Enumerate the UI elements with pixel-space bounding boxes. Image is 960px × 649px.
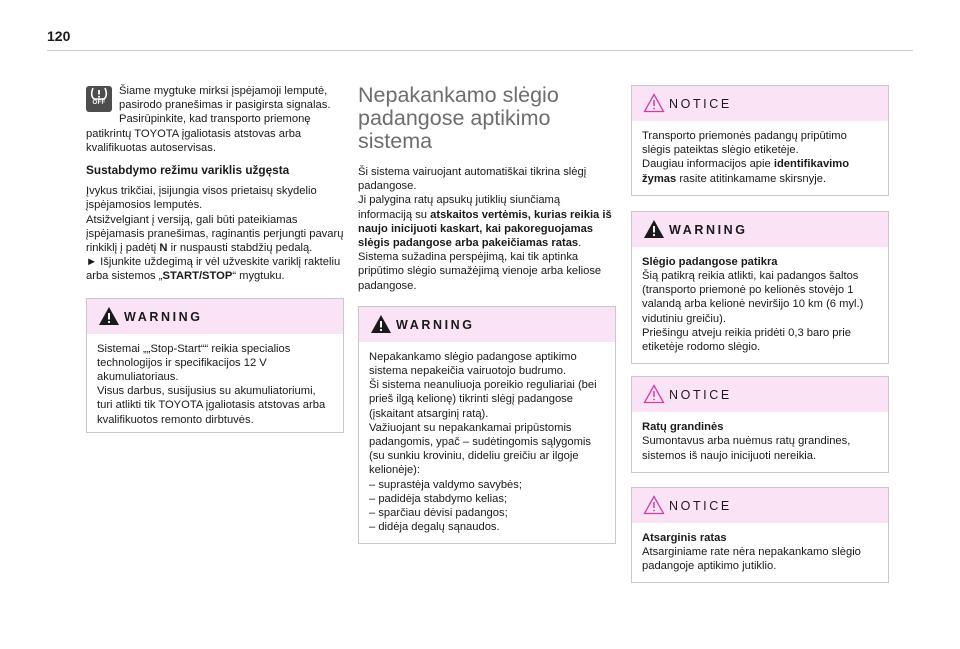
warning-heading: Slėgio padangose patikra	[642, 255, 778, 268]
warning-triangle-icon	[370, 314, 392, 334]
warning-body: Sistemai „„Stop-Start““ reikia specialios technologijos ir specifikacijos 12 V akumuliatoriaus.	[97, 342, 291, 384]
notice-box-pressure-label	[631, 85, 889, 196]
warning-body-2: Visus darbus, susijusius su akumuliatoriumi, turi atlikti tik TOYOTA įgaliotasis atstovas arba kvalifikuotos remonto dirbtuvės.	[97, 385, 326, 426]
warning-list-item: – padidėja stabdymo kelias;	[369, 492, 508, 505]
warning-box-stop-start	[86, 298, 344, 433]
stop-section-para-2: Atsižvelgiant į versiją, gali būti pateikiamas įspėjamasis pranešimas, raginantis perjungti pavarų rinkiklį į padėtį N ir nuspausti stabdžių pedalą.	[86, 213, 344, 255]
intro-text-2: Pasirūpinkite, kad transporto priemonę patikrintų TOYOTA įgaliotasis atstovas arba kvalifikuotas autoservisas.	[86, 113, 311, 154]
right-column	[631, 85, 889, 583]
notice-line-1: Sumontavus arba nuėmus ratų grandines, sistemos iš naujo inicijuoti nereikia.	[642, 435, 851, 462]
stop-section-bullet: ► Išjunkite uždegimą ir vėl užveskite variklį rakteliu arba sistemos „START/STOP“ mygtuku.	[86, 256, 341, 283]
notice-label: NOTICE	[669, 498, 732, 513]
notice-triangle-icon	[643, 384, 665, 404]
warning-label: WARNING	[124, 309, 203, 324]
warning-triangle-icon	[643, 219, 665, 239]
warning-box-tpms	[358, 306, 616, 545]
notice-heading: Atsarginis ratas	[642, 531, 727, 544]
page-number: 120	[47, 28, 71, 44]
notice-heading: Ratų grandinės	[642, 421, 724, 434]
warning-line-1: Nepakankamo slėgio padangose aptikimo sistema nepakeičia vairuotojo budrumo.	[369, 350, 577, 378]
notice-box-snow-chains	[631, 376, 889, 473]
warning-line-3: Važiuojant su nepakankamai pripūstomis padangomis, ypač – sudėtingomis sąlygomis (su sunkiu kroviniu, dideliu greičiu ar ilgoje kelionėje):	[369, 421, 592, 477]
stop-section-heading: Sustabdymo režimu variklis užgęsta	[86, 163, 290, 178]
notice-line-1: Transporto priemonės padangų pripūtimo slėgis pateiktas slėgio etiketėje.	[642, 130, 847, 157]
warning-label: WARNING	[396, 317, 475, 332]
warning-list-item: – sparčiau dėvisi padangos;	[369, 507, 508, 520]
middle-para-1: Ši sistema vairuojant automatiškai tikrina slėgį padangose.	[358, 166, 587, 193]
tpms-off-warning-lamp-icon	[86, 86, 112, 112]
section-title: Nepakankamo slėgio padangose aptikimo sistema	[358, 83, 559, 153]
stop-section-para: Įvykus trikčiai, įsijungia visos prietaisų skydelio įspėjamosios lemputės.	[86, 185, 317, 212]
warning-box-pressure-check	[631, 211, 889, 364]
middle-column	[358, 82, 616, 544]
warning-triangle-icon	[98, 306, 120, 326]
left-column	[86, 82, 344, 433]
notice-triangle-icon	[643, 495, 665, 515]
warning-list-item: – didėja degalų sąnaudos.	[369, 521, 500, 534]
warning-line-1: Šią patikrą reikia atlikti, kai padangos šaltos (transporto priemonė po kelionės stovėjo 1 valandą arba kelionė neviršijo 10 km (6 myl.) vidutiniu greičiu).	[642, 270, 864, 325]
middle-para-2: Ji palygina ratų apsukų jutiklių siunčiamą informaciją su atskaitos vertėmis, kurias reikia iš naujo inicijuoti kaskart, kai pakoreguojamas slėgis padangose arba pakeičiamas ratas.	[358, 194, 612, 250]
notice-triangle-icon	[643, 93, 665, 113]
header-rule	[47, 50, 913, 51]
notice-label: NOTICE	[669, 97, 732, 111]
warning-line-2: Ši sistema neanuliuoja poreikio reguliariai (bei prieš ilgą kelionę) tikrinti slėgį padangose (įskaitant atsarginį ratą).	[369, 379, 597, 420]
notice-line-1: Atsarginiame rate nėra nepakankamo slėgio padangoje aptikimo jutiklio.	[642, 546, 861, 573]
middle-para-3: Sistema sužadina perspėjimą, kai tik aptinka pripūtimo slėgio sumažėjimą vienoje arba keliose padangose.	[358, 251, 602, 292]
warning-list-item: – suprastėja valdymo savybės;	[369, 478, 522, 491]
notice-label: NOTICE	[669, 388, 732, 403]
intro-block	[86, 82, 344, 155]
warning-label: WARNING	[669, 222, 748, 237]
lamp-off-badge: OFF	[92, 99, 106, 106]
notice-line-2: Daugiau informacijos apie identifikavimo žymas rasite atitinkamame skirsnyje.	[642, 158, 850, 185]
intro-text: Šiame mygtuke mirksi įspėjamoji lemputė, pasirodo pranešimas ir pasigirsta signalas.	[119, 85, 331, 112]
notice-box-spare-wheel	[631, 487, 889, 584]
warning-line-2: Priešingu atveju reikia pridėti 0,3 baro prie etiketėje rodomo slėgio.	[642, 326, 851, 354]
